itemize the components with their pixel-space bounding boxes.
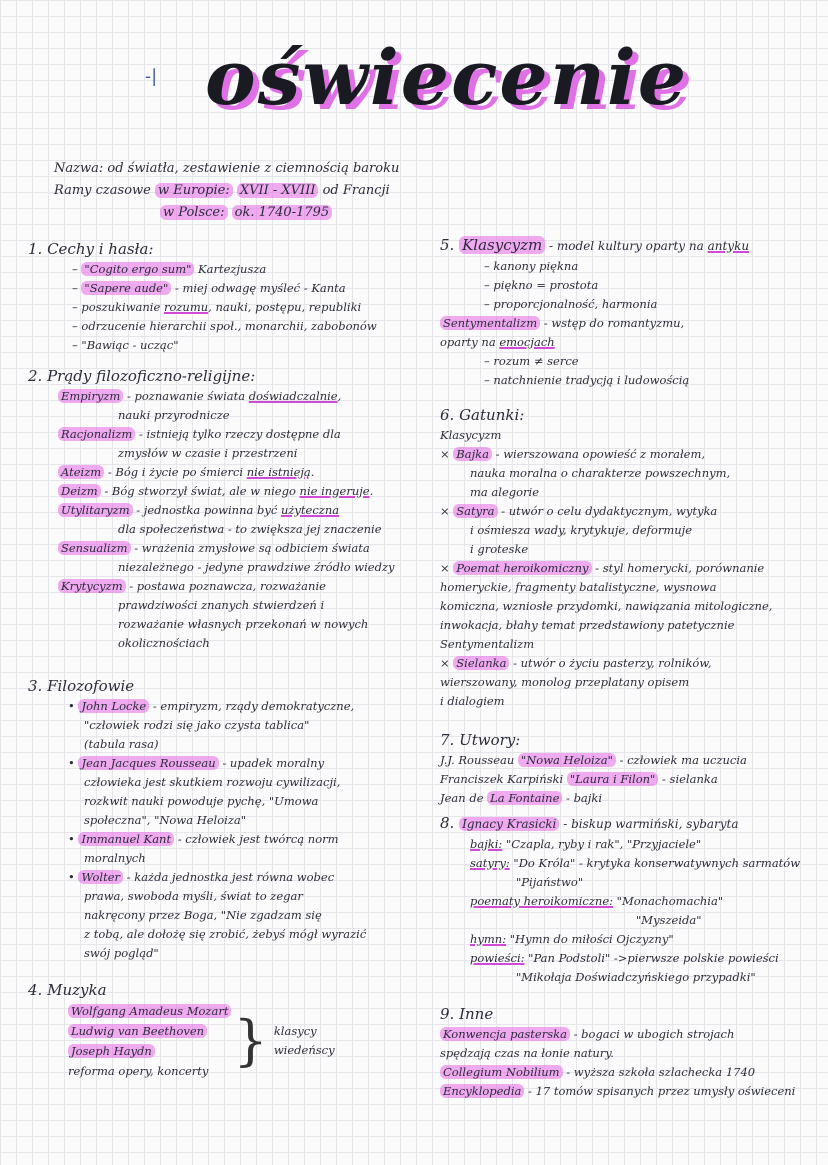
list-item: prawa, swoboda myśli, świat to zegar <box>84 889 303 903</box>
list-item <box>440 445 826 464</box>
composer: Joseph Haydn <box>68 1044 155 1058</box>
item-text: - jednostka powinna być <box>132 503 281 517</box>
highlight: Poemat heroikomiczny <box>453 561 591 575</box>
section-title: 1. Cechy i hasła: <box>28 240 154 258</box>
section-title <box>440 812 826 835</box>
underline: doświadczalnie <box>248 389 338 403</box>
nazwa-text: od światła, zestawienie z ciemnością baroku <box>107 161 400 176</box>
highlight: Ateizm <box>58 465 104 479</box>
item-text: , <box>337 389 342 403</box>
item-text: "Monachomachia" <box>613 894 724 908</box>
highlight: Sentymentalizm <box>440 316 540 330</box>
list-item <box>440 930 826 949</box>
composer: Ludwig van Beethoven <box>68 1024 207 1038</box>
list-item <box>28 336 428 355</box>
polska-value: ok. 1740-1795 <box>232 205 333 220</box>
list-item: nauki przyrodnicze <box>118 408 230 422</box>
list-item <box>28 754 428 773</box>
highlight: "Cogito ergo sum" <box>81 262 194 276</box>
title-mark: -| <box>145 66 158 87</box>
section-krasicki <box>440 812 826 987</box>
item-text: "Bawiąc - ucząc" <box>81 338 179 352</box>
item-text: - biskup warmiński, sybaryta <box>559 817 739 831</box>
section-title: 3. Filozofowie <box>28 677 135 695</box>
list-item: moralnych <box>84 851 146 865</box>
underline: poematy heroikomiczne: <box>470 894 613 908</box>
right-column <box>440 234 826 1101</box>
list-item <box>28 697 428 716</box>
item-text: - sielanka <box>658 772 718 786</box>
polska-label: w Polsce: <box>160 205 228 220</box>
nazwa-label: Nazwa: <box>54 161 104 176</box>
brace-label-line: klasycy <box>273 1024 317 1038</box>
list-item: wierszowany, monolog przeplatany opisem <box>440 675 690 689</box>
highlight: Sielanka <box>453 656 509 670</box>
highlight: La Fontaine <box>487 791 562 805</box>
list-item <box>28 577 428 596</box>
item-text: "Czapla, ryby i rak", "Przyjaciele" <box>502 837 702 851</box>
list-item: swój pogląd" <box>84 946 159 960</box>
list-item: nauka moralna o charakterze powszechnym, <box>470 466 731 480</box>
highlight: Deizm <box>58 484 101 498</box>
highlight: Utylitaryzm <box>58 503 133 517</box>
item-text: Kartezjusza <box>194 262 267 276</box>
item-text: - każda jednostka jest równa wobec <box>123 870 335 884</box>
section-title: 9. Inne <box>440 1005 494 1023</box>
highlight: Bajka <box>453 447 492 461</box>
item-text: - miej odwagę myśleć - Kanta <box>171 281 346 295</box>
section-filozofowie <box>28 675 428 963</box>
europa-value: XVII - XVIII <box>237 183 319 198</box>
item-text: - człowiek jest twórcą norm <box>174 832 339 846</box>
list-item <box>440 770 826 789</box>
ramy-label: Ramy czasowe <box>54 183 151 198</box>
list-item <box>440 559 826 578</box>
list-item <box>28 298 428 317</box>
list-item <box>440 1025 826 1044</box>
item-text: odrzucenie hierarchii społ., monarchii, zabobonów <box>81 319 377 333</box>
list-item: nakręcony przez Boga, "Nie zgadzam się <box>84 908 322 922</box>
list-item <box>28 387 428 406</box>
list-item <box>28 463 428 482</box>
highlight: John Locke <box>78 699 149 713</box>
ramy-row <box>54 180 514 202</box>
list-item: i dialogiem <box>440 694 505 708</box>
underline: bajki: <box>470 837 503 851</box>
item-text: Jean de <box>440 791 488 805</box>
item-text: - bogaci w ubogich strojach <box>569 1027 735 1041</box>
item-text: Franciszek Karpiński <box>440 772 567 786</box>
item-text: - człowiek ma uczucia <box>615 753 747 767</box>
list-item: i groteske <box>470 542 529 556</box>
list-item <box>440 854 826 873</box>
underline: satyry: <box>470 856 510 870</box>
highlight: "Sapere aude" <box>81 281 171 295</box>
composer-list <box>68 1001 231 1081</box>
list-item <box>28 425 428 444</box>
item-text: - istnieją tylko rzeczy dostępne dla <box>135 427 341 441</box>
item-text: - postawa poznawcza, rozważanie <box>125 579 326 593</box>
list-item: spędzają czas na łonie natury. <box>440 1046 614 1060</box>
item-text: - wierszowana opowieść z morałem, <box>492 447 706 461</box>
item-text: "Pan Podstoli" ->pierwsze polskie powieści <box>524 951 779 965</box>
highlight: Konwencja pasterska <box>440 1027 570 1041</box>
section-title: 2. Prądy filozoficzno-religijne: <box>28 367 256 385</box>
highlight: Krytycyzm <box>58 579 126 593</box>
europa-note: od Francji <box>322 183 390 198</box>
underline: hymn: <box>470 932 507 946</box>
list-item <box>440 1063 826 1082</box>
highlight: "Laura i Filon" <box>567 772 659 786</box>
list-item: – piękno = prostota <box>440 276 826 295</box>
brace-label-line: wiedeńscy <box>273 1043 335 1057</box>
list-item: komiczna, wzniosłe przydomki, nawiązania mitologiczne, <box>440 599 773 613</box>
item-text: - model kultury oparty na <box>545 239 708 253</box>
list-item <box>440 892 826 911</box>
item-text: - utwór o celu dydaktycznym, wytyka <box>497 504 718 518</box>
section-title: 4. Muzyka <box>28 981 107 999</box>
underline: nie istnieją <box>246 465 311 479</box>
item-text: "Hymn do miłości Ojczyzny" <box>506 932 674 946</box>
section-cechy <box>28 238 428 355</box>
header-block <box>54 158 514 224</box>
list-item: i ośmiesza wady, krytykuje, deformuje <box>470 523 693 537</box>
highlight: Jean Jacques Rousseau <box>78 756 218 770</box>
section-klasycyzm <box>440 234 826 390</box>
highlight: Collegium Nobilium <box>440 1065 563 1079</box>
section-title: 7. Utwory: <box>440 731 521 749</box>
item-text: - poznawanie świata <box>123 389 249 403</box>
left-column <box>28 238 428 1081</box>
item-text: oparty na <box>440 335 500 349</box>
list-item <box>28 260 428 279</box>
nazwa-row <box>54 158 514 180</box>
subheading: Sentymentalizm <box>440 637 535 651</box>
section-number: 8. <box>440 814 455 832</box>
highlight: Sensualizm <box>58 541 131 555</box>
item-text: , nauki, postępu, republiki <box>208 300 362 314</box>
list-item: dla społeczeństwa - to zwiększa jej znaczenie <box>118 522 382 536</box>
list-item: z tobą, ale dołożę się zrobić, żebyś mógł wyrazić <box>84 927 367 941</box>
highlight: Encyklopedia <box>440 1084 524 1098</box>
section-title <box>440 234 826 257</box>
list-item: prawdziwości znanych stwierdzeń i <box>118 598 325 612</box>
section-prady <box>28 365 428 653</box>
list-item: ma alegorie <box>470 485 540 499</box>
underline: użyteczna <box>280 503 340 517</box>
list-item <box>28 501 428 520</box>
list-item <box>28 279 428 298</box>
subheading: Klasycyzm <box>440 428 502 442</box>
highlight: Klasycyzm <box>459 236 545 254</box>
list-item <box>440 314 826 333</box>
underline: nie ingeruje <box>299 484 370 498</box>
list-item: okolicznościach <box>118 636 210 650</box>
highlight: Immanuel Kant <box>78 832 174 846</box>
list-item <box>28 830 428 849</box>
item-text: - upadek moralny <box>218 756 325 770</box>
item-text: "Do Króla" - krytyka konserwatywnych sarmatów <box>509 856 801 870</box>
list-item <box>440 949 826 968</box>
list-item <box>440 789 826 808</box>
item-text: poszukiwanie <box>81 300 164 314</box>
list-item: "Pijaństwo" <box>516 875 584 889</box>
list-item: "Mikołaja Doświadczyńskiego przypadki" <box>516 970 756 984</box>
page-title: oświecenie <box>205 33 689 122</box>
item-text: . <box>310 465 315 479</box>
underline: powieści: <box>470 951 525 965</box>
highlight: Satyra <box>453 504 497 518</box>
list-item: rozważanie własnych przekonań w nowych <box>118 617 369 631</box>
highlight: Racjonalizm <box>58 427 135 441</box>
item-text: - styl homerycki, porównanie <box>591 561 765 575</box>
item-text: - wrażenia zmysłowe są odbiciem świata <box>130 541 370 555</box>
list-item: społeczna", "Nowa Heloiza" <box>84 813 247 827</box>
item-text: - empiryzm, rządy demokratyczne, <box>149 699 355 713</box>
section-title: 6. Gatunki: <box>440 406 525 424</box>
item-text: - Bóg i życie po śmierci <box>104 465 247 479</box>
list-item <box>440 835 826 854</box>
list-item: inwokacja, błahy temat przedstawiony patetycznie <box>440 618 735 632</box>
list-item: – proporcjonalność, harmonia <box>440 295 826 314</box>
europa-label: w Europie: <box>155 183 233 198</box>
list-item: – rozum ≠ serce <box>440 352 826 371</box>
highlight: Wolter <box>78 870 123 884</box>
list-item: człowieka jest skutkiem rozwoju cywilizacji, <box>84 775 341 789</box>
section-inne <box>440 1003 826 1101</box>
list-item <box>440 1082 826 1101</box>
item-text: - bajki <box>562 791 603 805</box>
item-text: - wyższa szkoła szlachecka 1740 <box>562 1065 756 1079</box>
item-text: - utwór o życiu pasterzy, rolników, <box>509 656 712 670</box>
list-item: homeryckie, fragmenty batalistyczne, wysnowa <box>440 580 717 594</box>
item-text: . <box>369 484 374 498</box>
list-item <box>440 751 826 770</box>
section-gatunki <box>440 404 826 711</box>
list-item <box>440 654 826 673</box>
highlight: Empiryzm <box>58 389 123 403</box>
list-item <box>28 317 428 336</box>
music-note: reforma opery, koncerty <box>68 1064 209 1078</box>
section-number: 5. <box>440 236 455 254</box>
highlight: "Nowa Heloiza" <box>518 753 616 767</box>
list-item: (tabula rasa) <box>84 737 159 751</box>
list-item: zmysłów w czasie i przestrzeni <box>118 446 298 460</box>
item-text: - 17 tomów spisanych przez umysły oświeceni <box>524 1084 796 1098</box>
underline: emocjach <box>499 335 555 349</box>
list-item: "człowiek rodzi się jako czysta tablica" <box>84 718 310 732</box>
list-item <box>440 502 826 521</box>
section-utwory <box>440 729 826 808</box>
underline: rozumu <box>163 300 209 314</box>
composer-group <box>28 1001 428 1081</box>
list-item: – kanony piękna <box>440 257 826 276</box>
list-item: niezależnego - jedyne prawdziwe źródło wiedzy <box>118 560 395 574</box>
list-item: – natchnienie tradycją i ludowością <box>440 371 826 390</box>
highlight: Ignacy Krasicki <box>459 817 559 831</box>
list-item <box>28 868 428 887</box>
list-item <box>28 539 428 558</box>
item-text: J.J. Rousseau <box>440 753 518 767</box>
brace-icon: } <box>233 1009 268 1072</box>
list-item: rozkwit nauki powoduje pychę, "Umowa <box>84 794 319 808</box>
underline: antyku <box>707 239 750 253</box>
list-item <box>28 482 428 501</box>
list-item <box>440 333 826 352</box>
item-text: - wstęp do romantyzmu, <box>540 316 685 330</box>
polska-row <box>54 202 514 224</box>
list-item: "Myszeida" <box>636 913 702 927</box>
brace-label <box>274 1022 335 1060</box>
item-text: - Bóg stworzył świat, ale w niego <box>100 484 300 498</box>
section-muzyka <box>28 979 428 1081</box>
composer: Wolfgang Amadeus Mozart <box>68 1004 231 1018</box>
